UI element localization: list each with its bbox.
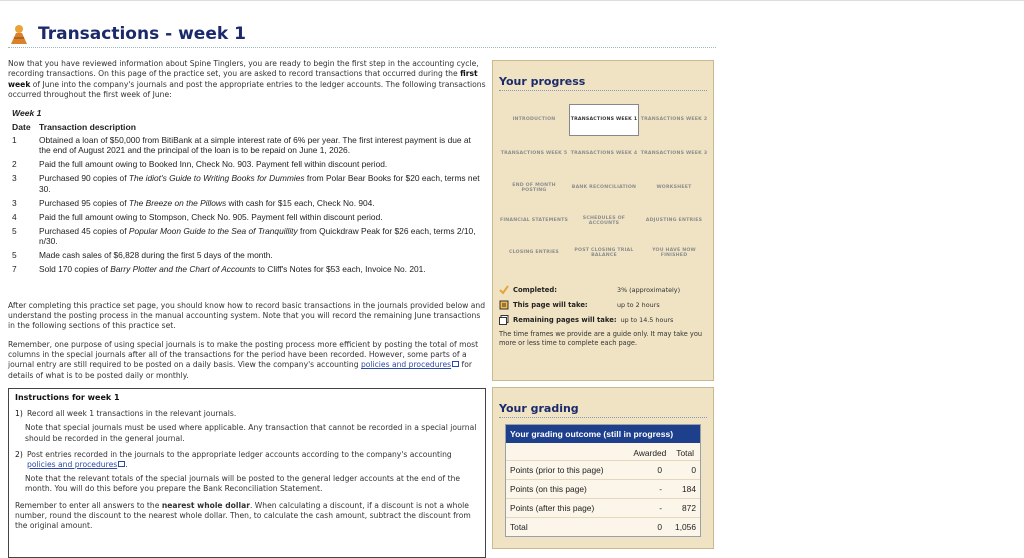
table-row	[12, 226, 482, 247]
instruction-note: Note that the relevant totals of the special journals will be posted to the general ledger accounts at the end of the month. You will do this before you prepare the Bank Reconciliation Statement.	[25, 474, 461, 494]
progress-steps	[499, 104, 709, 269]
progress-step: END OF MONTH POSTING	[512, 182, 556, 193]
row-description: Obtained a loan of $50,000 from BitiBank at a simple interest rate of 6% per year. The first interest payment is due at the end of August 2021 and the principal of the loan is to be repaid on June 1, 2026.	[39, 135, 471, 156]
progress-step: POST CLOSING TRIAL BALANCE	[574, 247, 634, 258]
row-date: 5	[12, 225, 17, 236]
table-row	[12, 264, 482, 274]
transaction-rows	[12, 135, 482, 275]
page-icon	[499, 300, 509, 310]
row-date: 7	[12, 264, 17, 275]
intro-text: Now that you have reviewed information about Spine Tinglers, you are ready to begin the first step in the accounting cycle, recording transactions. On this page of the practice set, you are asked to record transactions that occurred during the first week of June into the company's journals and post the appropriate entries to the ledger accounts. The following transactions occurred throughout the first week of June:	[8, 59, 486, 100]
table-row	[12, 135, 482, 156]
progress-step: TRANSACTIONS WEEK 4	[570, 151, 638, 157]
table-row	[12, 212, 482, 222]
instructions-box	[8, 388, 486, 558]
row-description: Purchased 90 copies of The idiot's Guide to Writing Books for Dummies from Polar Bear Books for $20 each, terms net 30.	[39, 173, 480, 194]
checkmark-icon	[499, 285, 509, 295]
progress-step: ADJUSTING ENTRIES	[645, 218, 703, 224]
week-label: Week 1	[12, 108, 42, 118]
grading-title: Your grading	[499, 402, 707, 418]
row-description: Sold 170 copies of Barry Plotter and the Chart of Accounts to Cliff's Notes for $53 each, Invoice No. 201.	[39, 264, 426, 275]
row-date: 5	[12, 250, 17, 261]
progress-title: Your progress	[499, 75, 707, 91]
time-note: The time frames we provide are a guide only. It may take you more or less time to complete each page.	[499, 330, 703, 347]
row-date: 3	[12, 173, 17, 184]
grading-panel	[492, 387, 714, 549]
grading-row: Points (on this page) - 184	[506, 479, 700, 498]
row-description: Purchased 95 copies of The Breeze on the Pillows with cash for $15 each, Check No. 904.	[39, 197, 375, 208]
grading-rows	[506, 460, 700, 536]
instructions-title: Instructions for week 1	[15, 393, 120, 402]
policies-link[interactable]: policies and procedures	[360, 360, 452, 370]
date-header: Date	[12, 122, 31, 132]
progress-step: FINANCIAL STATEMENTS	[499, 218, 569, 224]
instruction-note: Note that special journals must be used where applicable. Any transaction that cannot be recorded in a special journal should be recorded in the general journal.	[25, 423, 477, 443]
row-description: Made cash sales of $6,828 during the first 5 days of the month.	[39, 250, 273, 261]
pages-icon	[499, 315, 509, 325]
remember-text: Remember, one purpose of using special journals is to make the posting process more efficient by posting the total of most columns in the special journals after all of the transactions for the period have been recorded. However, some parts of a journal entry are still required to be posted on a daily basis. View the company's accounting policies and procedures for details of what is to be posted daily or monthly.	[8, 340, 479, 380]
transactions-table	[12, 108, 482, 278]
grading-row: Points (after this page) - 872	[506, 498, 700, 517]
progress-step: TRANSACTIONS WEEK 1	[569, 104, 639, 136]
policies-link[interactable]: policies and procedures	[27, 460, 118, 470]
description-header: Transaction description	[39, 122, 136, 132]
row-description: Purchased 45 copies of Popular Moon Guide to the Sea of Tranquillity from Quickdraw Peak for $26 each, terms 2/10, n/30.	[39, 225, 476, 247]
progress-panel	[492, 60, 714, 381]
row-date: 3	[12, 197, 17, 208]
grading-row: Total 0 1,056	[506, 517, 700, 536]
completed-row: Completed: 3% (approximately)	[499, 285, 707, 295]
table-row	[12, 198, 482, 208]
row-date: 2	[12, 159, 17, 170]
page-title: Transactions - week 1	[38, 23, 246, 44]
table-row	[12, 173, 482, 194]
rounding-note: Remember to enter all answers to the nearest whole dollar. When calculating a discount, if a discount is not a whole number, round the discount to the nearest whole dollar. Then, to calculate the cash amount, subtract the discount from the original amount.	[15, 500, 471, 531]
page-header	[8, 20, 716, 48]
row-description: Paid the full amount owing to Booked Inn, Check No. 903. Payment fell within discount period.	[39, 159, 388, 170]
table-row	[12, 159, 482, 169]
progress-step: SCHEDULES OF ACCOUNTS	[582, 215, 626, 226]
progress-step: TRANSACTIONS WEEK 2	[640, 117, 708, 123]
worker-icon	[8, 23, 30, 45]
page-time-row: This page will take: up to 2 hours	[499, 300, 707, 310]
row-date: 4	[12, 211, 17, 222]
progress-step: WORKSHEET	[656, 185, 692, 191]
instruction-item: 2) Post entries recorded in the journals to the appropriate ledger accounts according to the company's accounting policies and procedures .	[15, 449, 452, 470]
table-header	[12, 122, 482, 132]
row-date: 1	[12, 135, 17, 145]
grading-header: Your grading outcome (still in progress)	[506, 425, 700, 443]
row-description: Paid the full amount owing to Stompson, Check No. 905. Payment fell within discount period.	[39, 211, 383, 222]
progress-step: TRANSACTIONS WEEK 5	[500, 151, 568, 157]
progress-step: CLOSING ENTRIES	[508, 250, 560, 256]
progress-step: TRANSACTIONS WEEK 3	[640, 151, 708, 157]
grading-box	[505, 424, 701, 537]
progress-info	[499, 285, 707, 348]
progress-step: INTRODUCTION	[512, 117, 556, 123]
grading-columns: Awarded Total	[633, 448, 694, 458]
table-row	[12, 250, 482, 260]
remaining-time-row: Remaining pages will take: up to 14.5 hours	[499, 315, 707, 325]
instruction-item: 1) Record all week 1 transactions in the relevant journals.	[15, 409, 237, 419]
progress-step: YOU HAVE NOW FINISHED	[652, 247, 696, 258]
after-completing-text: After completing this practice set page, you should know how to record basic transactions in the journals provided below and understand the posting process in the manual accounting system. Note that you will record the remaining June transactions in the following sections of this practice set.	[8, 301, 486, 331]
grading-row: Points (prior to this page) 0 0	[506, 460, 700, 479]
progress-step: BANK RECONCILIATION	[571, 185, 637, 191]
